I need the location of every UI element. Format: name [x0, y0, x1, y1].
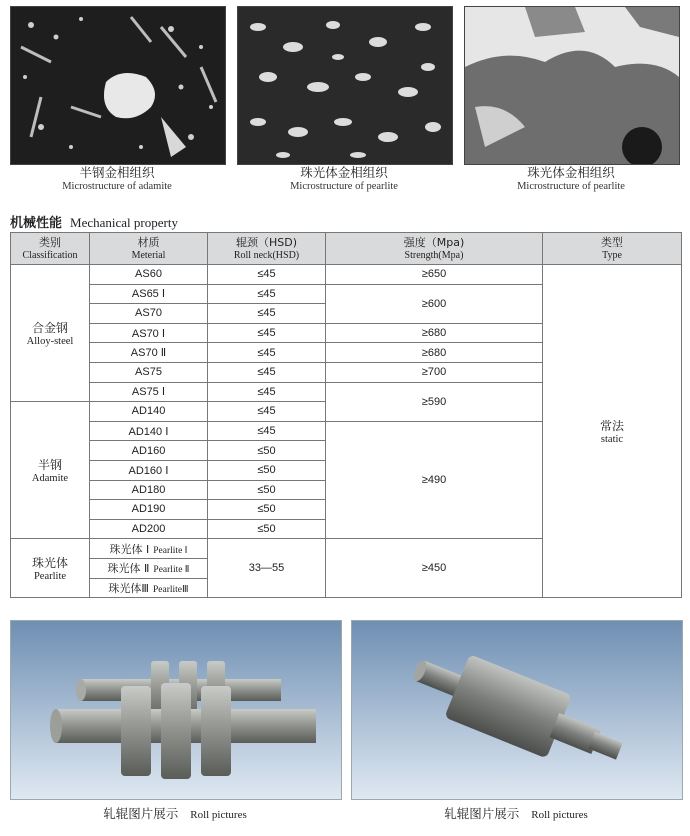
strength-cell: ≥450: [326, 539, 543, 598]
roll-neck-cell: ≤45: [208, 382, 326, 402]
micrograph-caption-pearlite-1: [237, 166, 451, 194]
header-strength: 强度（Mpa) Strength(Mpa): [326, 233, 543, 265]
strength-cell: ≥680: [326, 343, 543, 363]
header-classification: 类别 Classification: [11, 233, 90, 265]
roll-neck-cell: ≤45: [208, 402, 326, 422]
material-cell: AD160 Ⅰ: [90, 460, 208, 480]
mechanical-property-table: [10, 232, 682, 598]
type-cell: 常法 static: [543, 265, 682, 598]
material-cell: AS75: [90, 362, 208, 382]
material-cell: 珠光体Ⅲ PearliteⅢ: [90, 578, 208, 598]
roll-caption-2: [351, 804, 681, 822]
roll-neck-cell: ≤45: [208, 421, 326, 441]
roll-caption-en: Roll pictures: [190, 809, 247, 821]
roll-neck-cell: ≤50: [208, 480, 326, 500]
roll-neck-cell: ≤45: [208, 323, 326, 343]
material-cell: AD180: [90, 480, 208, 500]
roll-caption-en: Roll pictures: [531, 809, 588, 821]
micrograph-adamite: [10, 6, 226, 165]
material-cell: AD140: [90, 402, 208, 422]
roll-caption-cn: 轧辊图片展示: [103, 806, 179, 821]
table-header-row: [11, 233, 682, 265]
roll-neck-cell: ≤45: [208, 304, 326, 324]
material-cell: AS75 Ⅰ: [90, 382, 208, 402]
section-title-cn: 机械性能: [10, 216, 63, 231]
caption-cn: 珠光体金相组织: [300, 165, 388, 180]
roll-picture-2: [351, 620, 683, 800]
micrograph-pearlite-2: [464, 6, 680, 165]
strength-cell: ≥650: [326, 265, 543, 285]
section-title-en: Mechanical property: [70, 215, 178, 230]
group-pearlite: 珠光体 Pearlite: [11, 539, 90, 598]
roll-caption-cn: 轧辊图片展示: [444, 806, 520, 821]
material-cell: AS65 Ⅰ: [90, 284, 208, 304]
strength-cell: ≥680: [326, 323, 543, 343]
header-roll-neck: 辊颈（HSD) Roll neck(HSD): [208, 233, 326, 265]
header-type: 类型 Type: [543, 233, 682, 265]
strength-cell: ≥490: [326, 421, 543, 539]
roll-picture-1: [10, 620, 342, 800]
material-cell: AD200: [90, 519, 208, 539]
caption-en: Microstructure of adamite: [62, 181, 172, 192]
group-alloy-steel: 合金钢 Alloy-steel: [11, 265, 90, 402]
table-row: [11, 265, 682, 285]
caption-en: Microstructure of pearlite: [290, 181, 398, 192]
caption-cn: 珠光体金相组织: [527, 165, 615, 180]
strength-cell: ≥590: [326, 382, 543, 421]
roll-neck-cell: ≤45: [208, 265, 326, 285]
strength-cell: ≥600: [326, 284, 543, 323]
material-cell: 珠光体 Ⅱ Pearlite Ⅱ: [90, 558, 208, 578]
roll-neck-cell: ≤45: [208, 362, 326, 382]
caption-cn: 半钢金相组织: [79, 165, 155, 180]
group-adamite: 半钢 Adamite: [11, 402, 90, 539]
micrograph-caption-pearlite-2: [464, 166, 678, 194]
micrograph-caption-adamite: [10, 166, 224, 194]
roll-neck-cell: ≤45: [208, 284, 326, 304]
micrograph-pearlite-1: [237, 6, 453, 165]
roll-caption-1: [10, 804, 340, 822]
caption-en: Microstructure of pearlite: [517, 181, 625, 192]
roll-neck-cell: ≤50: [208, 441, 326, 461]
material-cell: 珠光体 Ⅰ Pearlite Ⅰ: [90, 539, 208, 559]
roll-neck-cell: ≤50: [208, 460, 326, 480]
header-material: 材质 Meterial: [90, 233, 208, 265]
roll-neck-cell: ≤50: [208, 519, 326, 539]
strength-cell: ≥700: [326, 362, 543, 382]
roll-neck-cell: ≤50: [208, 500, 326, 520]
material-cell: AS60: [90, 265, 208, 285]
material-cell: AD160: [90, 441, 208, 461]
material-cell: AS70 Ⅱ: [90, 343, 208, 363]
material-cell: AD190: [90, 500, 208, 520]
material-cell: AD140 Ⅰ: [90, 421, 208, 441]
material-cell: AS70 Ⅰ: [90, 323, 208, 343]
section-title: [10, 212, 178, 231]
roll-neck-cell: ≤45: [208, 343, 326, 363]
material-cell: AS70: [90, 304, 208, 324]
roll-neck-cell: 33—55: [208, 539, 326, 598]
